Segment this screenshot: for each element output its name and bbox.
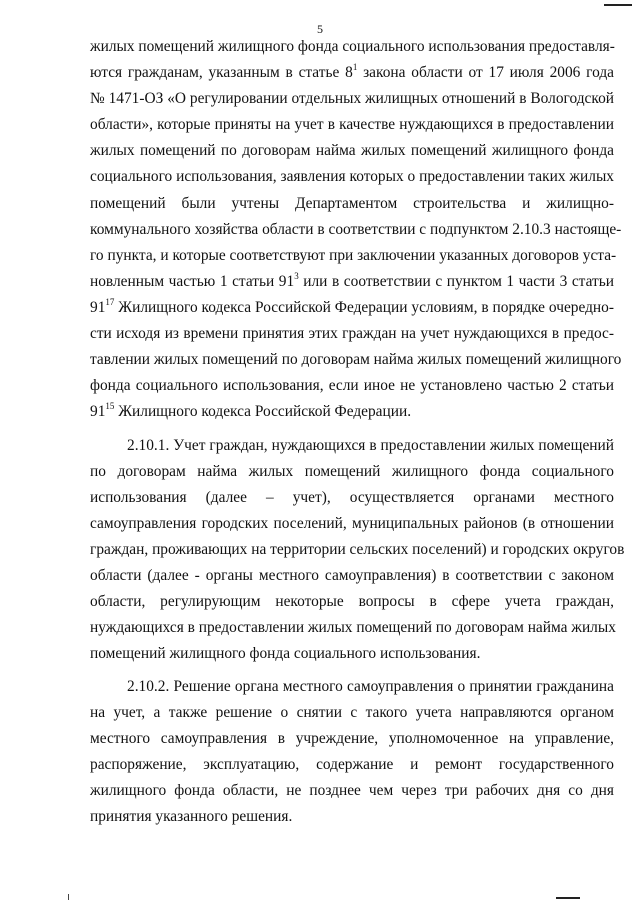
scan-mark-bottom-left: [68, 894, 69, 900]
text-line: принятия указанного решения.: [90, 808, 293, 825]
text-line: 2.10.2. Решение органа местного самоуправления о принятии гражданина: [127, 678, 614, 695]
text-line: 2.10.1. Учет граждан, нуждающихся в предоставлении жилых помещений: [127, 437, 614, 454]
text-line: области», которые приняты на учет в качестве нуждающихся в предоставлении: [90, 116, 614, 133]
text-line: социального использования, заявления которых о предоставлении таких жилых: [90, 168, 614, 185]
text-line: коммунального хозяйства области в соответствии с подпунктом 2.10.3 настояще-: [90, 221, 622, 238]
text-line: [90, 402, 614, 422]
superscript: 15: [105, 400, 115, 411]
text-line: [90, 63, 614, 83]
page-number: 5: [317, 22, 323, 36]
text-line: жилых помещений по договорам найма жилых помещений жилищного фонда: [90, 142, 614, 159]
text-line: распоряжение, эксплуатацию, содержание и ремонт государственного: [90, 756, 614, 773]
text-line: местного самоуправления в учреждение, уполномоченное на управление,: [90, 730, 614, 747]
text-fragment: новленным частью 1 статьи 91: [90, 273, 295, 290]
text-line: жилых помещений жилищного фонда социального использования предоставля-: [90, 38, 615, 55]
text-line: на учет, а также решение о снятии с такого учета направляются органом: [90, 704, 614, 721]
text-fragment: закона области от 17 июля 2006 года: [357, 64, 614, 81]
text-fragment: Жилищного кодекса Российской Федерации условиям, в порядке очередно-: [114, 299, 614, 316]
scan-mark-top-right: [604, 4, 632, 6]
superscript: 17: [105, 296, 115, 307]
text-line: использования (далее – учет), осуществляется органами местного: [90, 489, 614, 506]
text-line: нуждающихся в предоставлении жилых помещений по договорам найма жилых: [90, 619, 616, 636]
text-line: граждан, проживающих на территории сельских поселений) и городских округов: [90, 541, 625, 558]
text-line: самоуправления городских поселений, муниципальных районов (в отношении: [90, 515, 614, 532]
text-fragment: Жилищного кодекса Российской Федерации.: [114, 403, 412, 420]
text-fragment: или в соответствии с пунктом 1 части 3 статьи: [298, 273, 614, 290]
scan-mark-bottom-right: [556, 897, 580, 899]
text-line: по договорам найма жилых помещений жилищного фонда социального: [90, 463, 614, 480]
text-line: жилищного фонда области, не позднее чем через три рабочих дня со дня: [90, 782, 614, 799]
superscript: 3: [294, 270, 299, 281]
text-line: сти исходя из времени принятия этих граждан на учет нуждающихся в предос-: [90, 325, 614, 342]
text-line: тавлении жилых помещений по договорам найма жилых помещений жилищного: [90, 351, 622, 368]
text-line: фонда социального использования, если иное не установлено частью 2 статьи: [90, 377, 614, 394]
text-line: [90, 272, 614, 292]
text-line: го пункта, и которые соответствуют при заключении указанных договоров уста-: [90, 247, 617, 264]
text-fragment: 91: [90, 299, 106, 316]
superscript: 1: [352, 61, 358, 72]
text-line: области (далее - органы местного самоуправления) в соответствии с законом: [90, 567, 614, 584]
text-line: [90, 298, 614, 318]
text-line: области, регулирующим некоторые вопросы в сфере учета граждан,: [90, 593, 614, 610]
text-line: № 1471-ОЗ «О регулировании отдельных жилищных отношений в Вологодской: [90, 90, 614, 107]
text-fragment: 91: [90, 403, 106, 420]
text-line: помещений были учтены Департаментом строительства и жилищно-: [90, 195, 614, 212]
text-line: помещений жилищного фонда социального использования.: [90, 645, 481, 662]
text-fragment: ются гражданам, указанным в статье 8: [90, 64, 353, 81]
